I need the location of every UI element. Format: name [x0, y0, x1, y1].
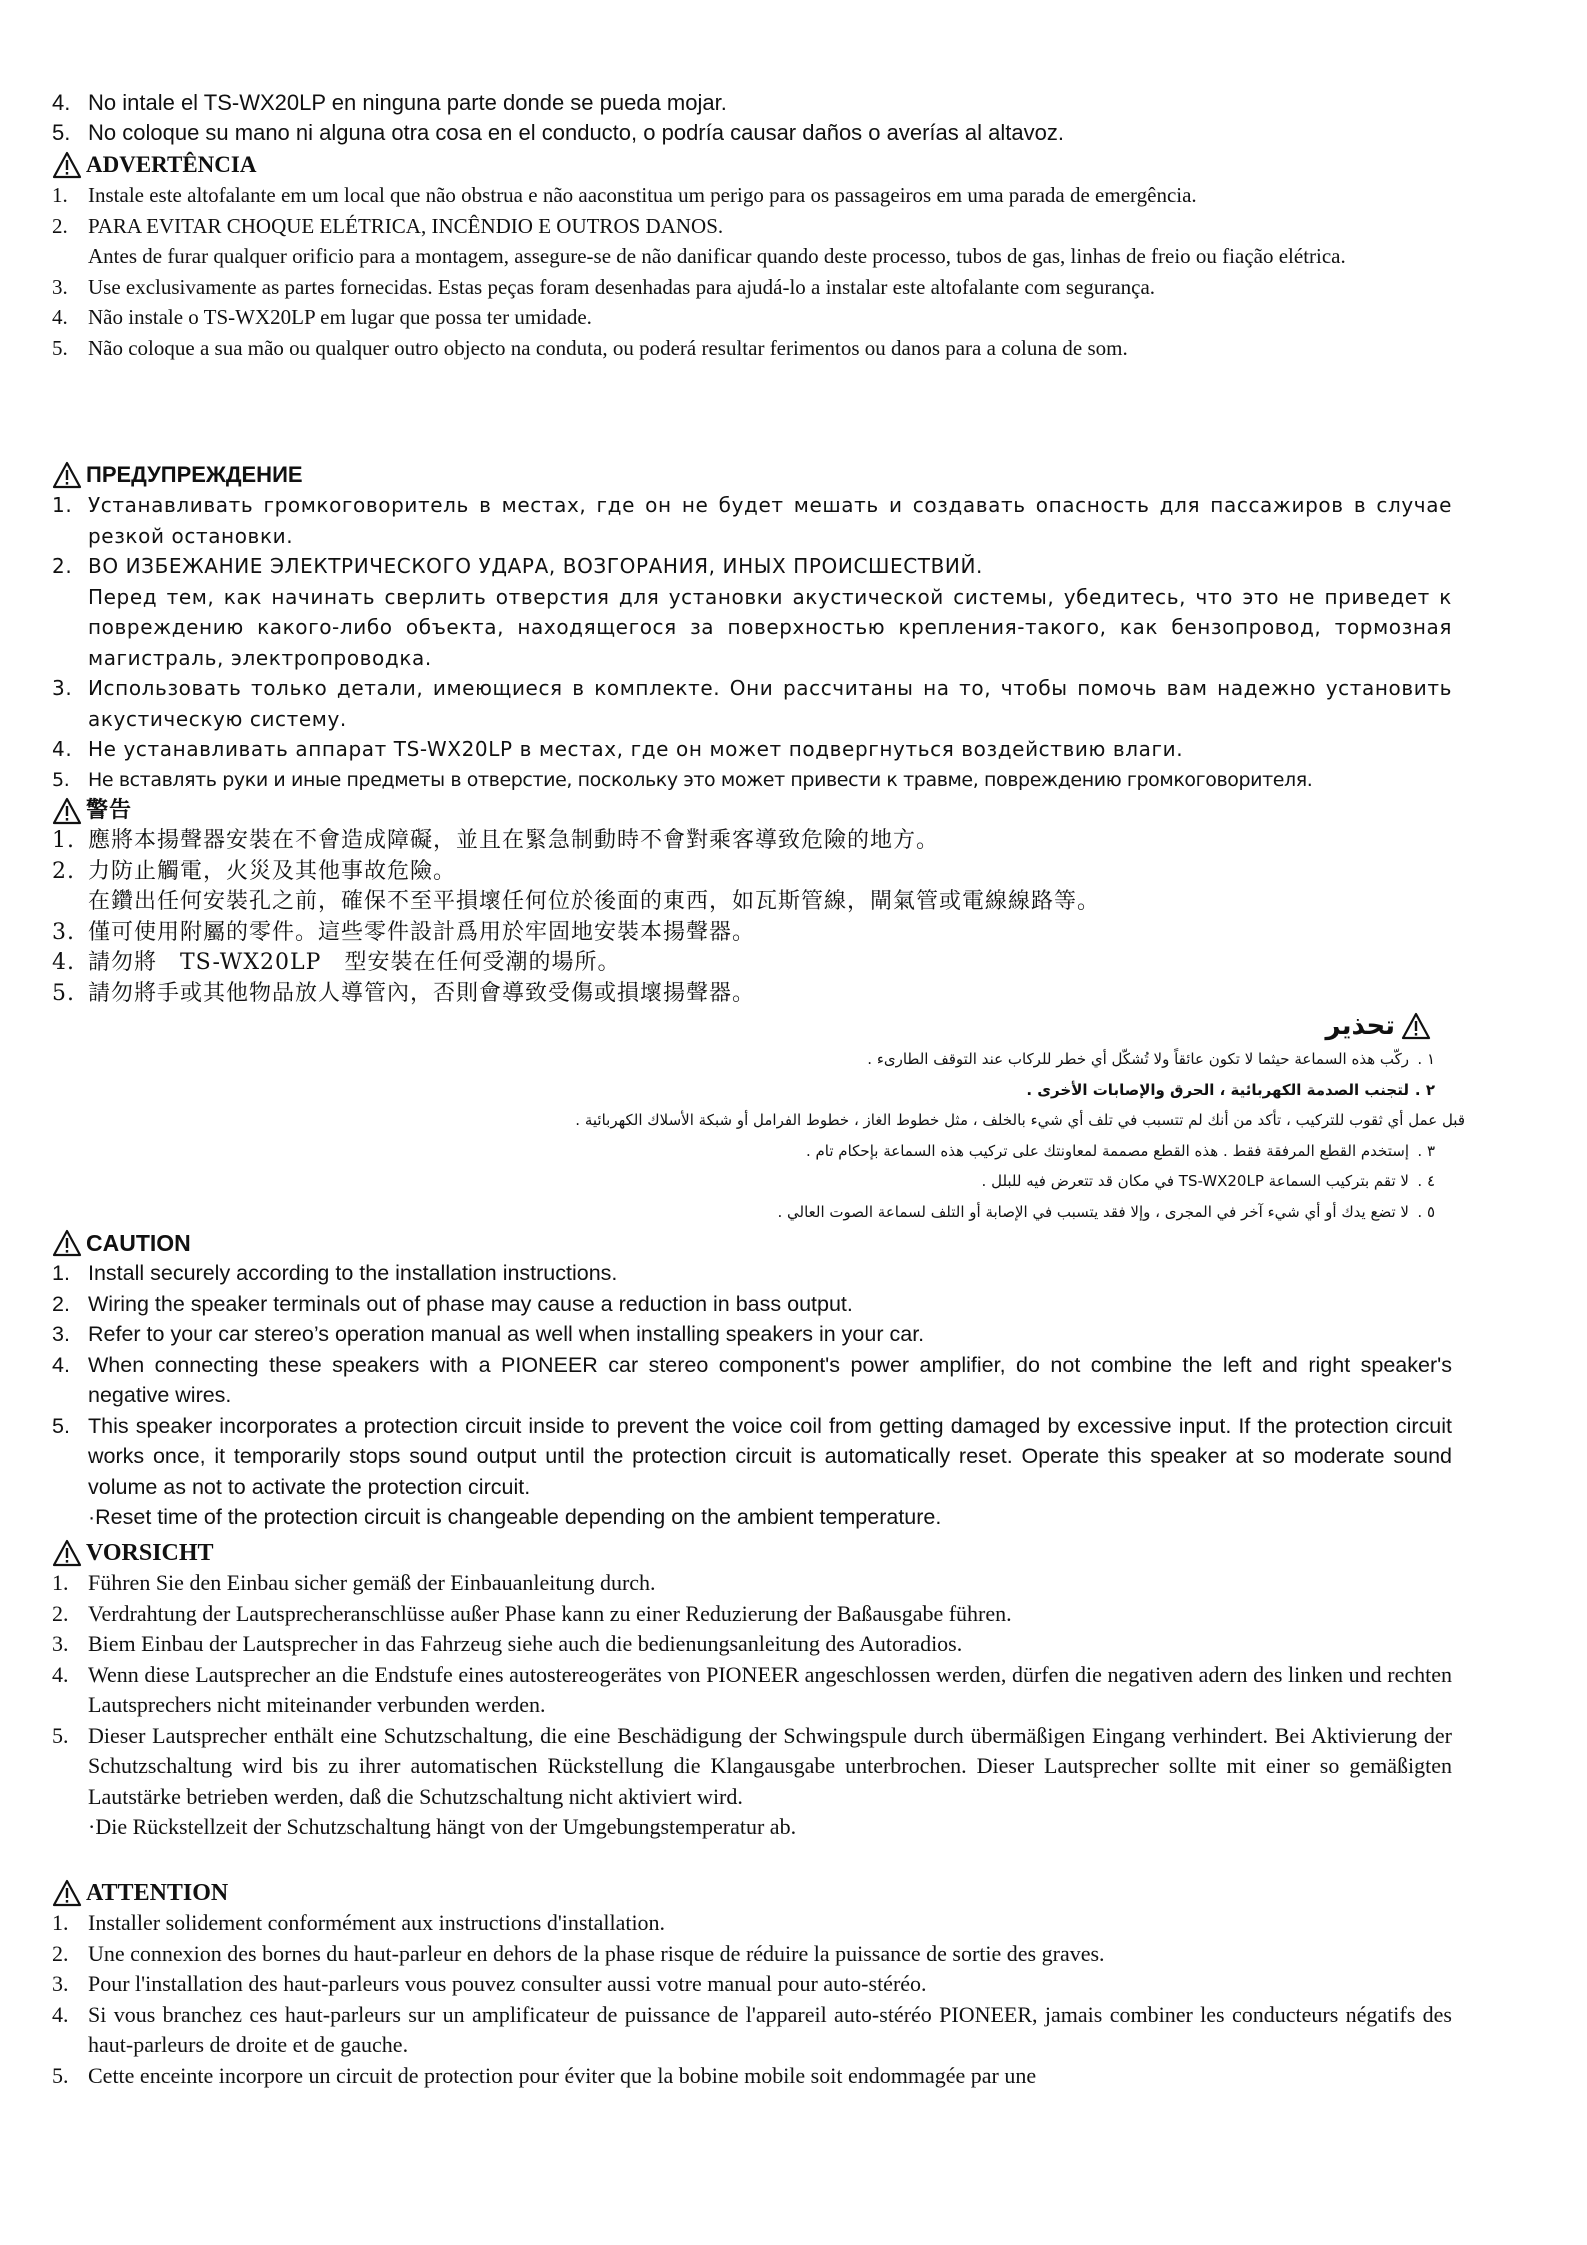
list-item: 3. Biem Einbau der Lautsprecher in das Fahrzeug siehe auch die bedienungsanleitung des Autoradios.	[52, 1631, 963, 1656]
section-german	[52, 1538, 1452, 1843]
list-item: 3. Refer to your car stereo’s operation manual as well when installing speakers in your car.	[52, 1322, 925, 1346]
list-item: 4. No intale el TS-WX20LP en ninguna parte donde se pueda mojar.	[52, 90, 727, 115]
list-item: 4. When connecting these speakers with a PIONEER car stereo component's power amplifier, do not combine the left and right speaker's negative wires.	[52, 1352, 1452, 1407]
section-heading	[52, 796, 1452, 826]
warning-triangle-icon	[52, 461, 82, 489]
list-item: 2. Une connexion des bornes du haut-parleur en dehors de la phase risque de réduire la puissance de sortie des graves.	[52, 1940, 1105, 1966]
list-item: ٥ . لا تضع يدك أو أي شيء آخر في المجرى ، وإلا فقد يتسبب في الإصابة أو التلف لسماعة الصوت العالي .	[777, 1202, 1435, 1221]
list-item: ١ . ركّب هذه السماعة حيثما لا تكون عائقاً ولا تُشكّل أي خطر للركاب عند التوقف الطارىء .	[867, 1050, 1435, 1068]
section-arabic	[560, 1008, 1465, 1227]
list-item: 4. Не устанавливать аппарат TS-WX20LP в местах, где он может подвергнуться воздействию влаги.	[52, 737, 1184, 761]
warning-triangle-icon	[52, 797, 82, 825]
list-item: قبل عمل أي ثقوب للتركيب ، تأكد من أنك لم تتسبب في تلف أي شيء بالخلف ، مثل خطوط الغاز ، خطوط الفرامل أو شبكة الأسلاك الكهربائية .	[575, 1111, 1465, 1129]
section-heading	[52, 1878, 1452, 1908]
list-item: 5. Não coloque a sua mão ou qualquer outro objecto na conduta, ou poderá resultar ferimentos ou danos para a coluna de som.	[52, 335, 1128, 360]
portuguese-list	[52, 180, 1452, 363]
list-item: 3. Использовать только детали, имеющиеся в комплекте. Они рассчитаны на то, чтобы помочь вам надежно установить акустическую систему.	[52, 676, 1452, 731]
list-item: 5. No coloque su mano ni alguna otra cosa en el conducto, o podría causar daños o averías al altavoz.	[52, 120, 1064, 145]
warning-triangle-icon	[52, 1879, 82, 1907]
list-item: 5. Dieser Lautsprecher enthält eine Schutzschaltung, die eine Beschädigung der Schwingspule durch übermäßigen Eingang verhindert. Bei Aktivierung der Schutzschaltung wird bis zu ihrer automatischen Rückstellung die Klangausgabe unterbrochen. Dieser Lautsprecher sollte mit einer so gemäßigten Lautstärke betrieben werden, daß die Schutzschaltung nicht aktiviert wird. ·Die Rückstellzeit der Schutzschaltung hängt von der Umgebungstemperatur ab.	[52, 1722, 1452, 1839]
section-heading	[52, 150, 1452, 180]
list-item: 1. Instale este altofalante em um local que não obstrua e não aaconstitua um perigo para os passageiros em uma parada de emergência.	[52, 183, 1197, 207]
heading-text: 警告	[86, 797, 133, 823]
list-item: 3. Use exclusivamente as partes fornecidas. Estas peças foram desenhadas para ajudá-lo a instalar este altofalante com segurança.	[52, 274, 1156, 299]
section-chinese	[52, 796, 1452, 1009]
list-item: 4. Si vous branchez ces haut-parleurs sur un amplificateur de puissance de l'appareil auto-stéréo PIONEER, jamais combiner les conducteurs négatifs des haut-parleurs de droite et de gauche.	[52, 2001, 1452, 2057]
warning-triangle-icon	[52, 1539, 82, 1567]
german-list	[52, 1568, 1452, 1843]
list-item: 2. 力防止觸電，火災及其他事故危險。 在鑽出任何安裝孔之前，確保不至平損壞任何位於後面的東西，如瓦斯管線，閘氣管或電線線路等。	[52, 858, 1101, 914]
warning-triangle-icon	[1401, 1012, 1431, 1040]
list-item: ٣ . إستخدم القطع المرفقة فقط . هذه القطع مصممة لمعاونتك على تركيب هذه السماعة بإحكام تام .	[805, 1141, 1435, 1160]
section-spanish	[52, 88, 1452, 148]
list-item: ٢ . لتجنب الصدمة الكهربائية ، الحرق والإصابات الأخرى .	[1026, 1080, 1435, 1099]
list-item: 4. Não instale o TS-WX20LP em lugar que possa ter umidade.	[52, 305, 592, 329]
list-item: 3. 僅可使用附屬的零件。這些零件設計爲用於牢固地安裝本揚聲器。	[52, 919, 756, 945]
list-item: 5. Не вставлять руки и иные предметы в отверстие, поскольку это может привести к травме, повреждению громкоговорителя.	[52, 768, 1313, 791]
list-item: 5. 請勿將手或其他物品放人導管內，否則會導致受傷或損壞揚聲器。	[52, 980, 756, 1006]
section-heading	[52, 460, 1452, 490]
heading-text: ADVERTÊNCIA	[86, 151, 257, 177]
list-item: 5. Cette enceinte incorpore un circuit de protection pour éviter que la bobine mobile soit endommagée par une	[52, 2062, 1037, 2088]
list-item: 1. Устанавливать громкоговоритель в местах, где он не будет мешать и создавать опасность для пассажиров в случае резкой остановки.	[52, 493, 1452, 548]
list-item: ٤ . لا تقم بتركيب السماعة TS-WX20LP في مكان قد تتعرض فيه للبلل .	[981, 1172, 1435, 1190]
list-item: 2. PARA EVITAR CHOQUE ELÉTRICA, INCÊNDIO E OUTROS DANOS. Antes de furar qualquer orificio para a montagem, assegure-se de não danificar quando deste processo, tubos de gas, linhas de freio ou fiação elétrica.	[52, 213, 1346, 268]
list-item: 1. 應將本揚聲器安裝在不會造成障礙，並且在緊急制動時不會對乘客導致危險的地方。	[52, 828, 940, 853]
section-heading	[52, 1538, 1452, 1568]
russian-list	[52, 490, 1452, 795]
list-item: 4. Wenn diese Lautsprecher an die Endstufe eines autostereogerätes von PIONEER angeschlossen werden, dürfen die negativen adern des linken und rechten Lautsprechers nicht miteinander verbunden werden.	[52, 1661, 1452, 1717]
french-list	[52, 1908, 1452, 2091]
spanish-list	[52, 88, 1452, 148]
heading-text: ATTENTION	[86, 1879, 229, 1906]
section-heading	[560, 1008, 1435, 1044]
list-item: 4. 請勿將 TS-WX20LP 型安裝在任何受潮的場所。	[52, 950, 621, 975]
list-item: 3. Pour l'installation des haut-parleurs vous pouvez consulter aussi votre manual pour auto-stéréo.	[52, 1971, 927, 1996]
warning-triangle-icon	[52, 151, 82, 179]
chinese-list	[52, 826, 1452, 1009]
list-item: 1. Führen Sie den Einbau sicher gemäß der Einbauanleitung durch.	[52, 1570, 656, 1595]
heading-text: تحذير	[1325, 1010, 1395, 1041]
section-heading	[52, 1228, 1452, 1258]
section-portuguese	[52, 150, 1452, 363]
heading-text: VORSICHT	[86, 1539, 214, 1566]
english-list	[52, 1258, 1452, 1533]
list-item: 2. Verdrahtung der Lautsprecheranschlüsse außer Phase kann zu einer Reduzierung der Baßausgabe führen.	[52, 1600, 1012, 1626]
list-item: 5. This speaker incorporates a protection circuit inside to prevent the voice coil from getting damaged by excessive input. If the protection circuit works once, it temporarily stops sound output until the protection circuit is automatically reset. Operate this speaker at so moderate sound volume as not to activate the protection circuit. ·Reset time of the protection circuit is changeable depending on the ambient temperature.	[52, 1413, 1452, 1529]
list-item: 2. Wiring the speaker terminals out of phase may cause a reduction in bass output.	[52, 1291, 853, 1316]
section-english	[52, 1228, 1452, 1533]
arabic-list	[560, 1044, 1465, 1227]
list-item: 1. Installer solidement conformément aux instructions d'installation.	[52, 1910, 666, 1935]
warning-triangle-icon	[52, 1229, 82, 1257]
heading-text: ПРЕДУПРЕЖДЕНИЕ	[86, 461, 303, 487]
list-item: 1. Install securely according to the installation instructions.	[52, 1261, 618, 1285]
heading-text: CAUTION	[86, 1229, 191, 1256]
section-russian	[52, 460, 1452, 795]
list-item: 2. ВО ИЗБЕЖАНИЕ ЭЛЕКТРИЧЕСКОГО УДАРА, ВОЗГОРАНИЯ, ИНЫХ ПРОИСШЕСТВИЙ. Перед тем, как начинать сверлить отверстия для установки акустической системы, убедитесь, что это не приведет к повреждению какого-либо объекта, находящегося за поверхностью крепления-такого, как бензопровод, тормозная магистраль, электропроводка.	[52, 554, 1452, 670]
section-french	[52, 1878, 1452, 2091]
